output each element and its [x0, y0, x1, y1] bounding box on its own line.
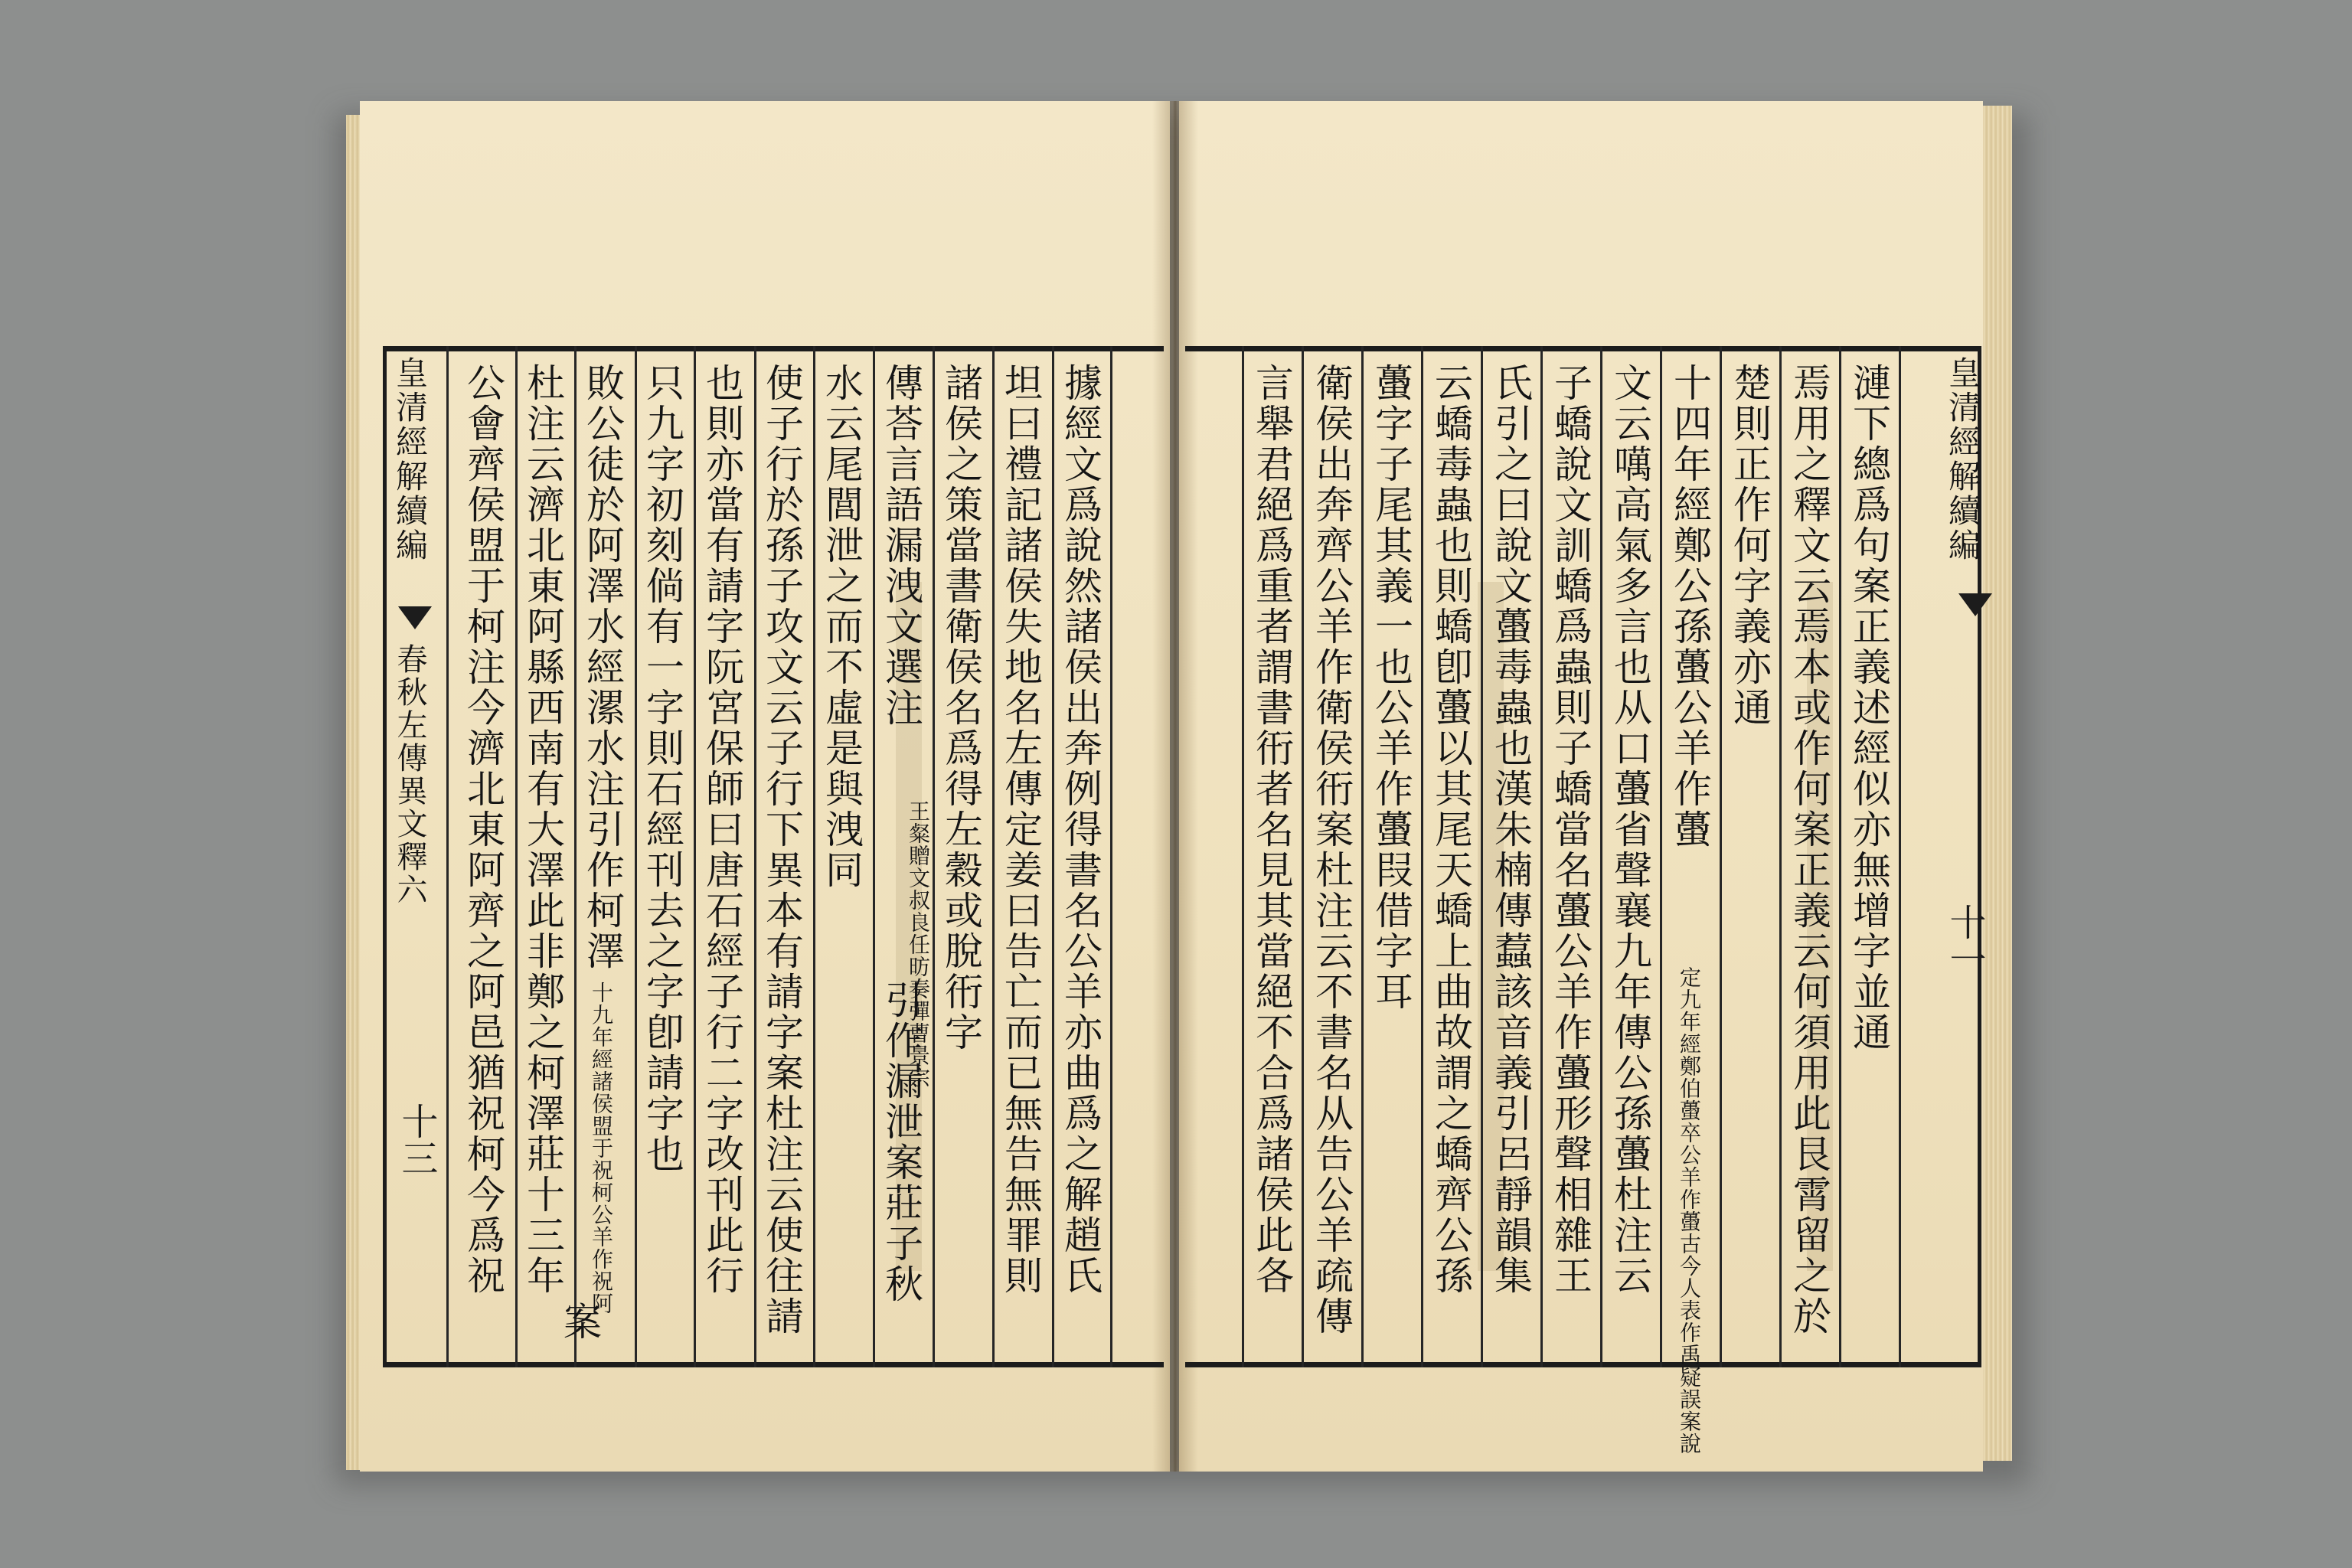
text-column: 氏引之曰說文蠆毒蟲也漢朱楠傳蠚該音義引呂靜韻集: [1488, 363, 1533, 1296]
column-rule: [1839, 346, 1841, 1367]
column-rule: [1302, 346, 1304, 1367]
column-rule: [1779, 346, 1782, 1367]
column-rule: [1361, 346, 1364, 1367]
text-column: 言舉君絕爲重者謂書衎者名見其當絕不合爲諸侯此各: [1250, 363, 1294, 1296]
text-column: 傳荅言語漏洩文選注: [879, 363, 923, 728]
text-column: 楚則正作何字義亦通: [1727, 363, 1772, 728]
column-rule: [635, 346, 637, 1367]
text-column: 引作漏泄案莊子秋: [879, 980, 923, 1305]
text-column: 云蟜毒蟲也則蟜卽蠆以其尾天蟜上曲故謂之蟜齊公孫: [1429, 363, 1473, 1296]
fish-tail-mark: [1958, 593, 1992, 616]
text-column: 使子行於孫子攻文云子行下異本有請字案杜注云使往請: [760, 363, 804, 1337]
right-page-number: 十一: [1943, 903, 1986, 977]
column-rule: [754, 346, 756, 1367]
left-page-number: 十三: [395, 1102, 438, 1176]
text-column: 據經文爲說然諸侯出奔例得書名公羊亦曲爲之解趙氏: [1058, 363, 1102, 1296]
column-rule: [515, 346, 518, 1367]
left-side-subtitle: 春秋左傳異文釋六: [392, 643, 427, 906]
column-rule: [1481, 346, 1483, 1367]
column-rule: [1899, 346, 1901, 1367]
text-column: 焉用之釋文云焉本或作何案正義云何須用此艮霄留之於: [1787, 363, 1831, 1337]
right-side-title: 皇清經解續編: [1944, 356, 1981, 563]
column-rule: [992, 346, 995, 1367]
column-rule: [1421, 346, 1423, 1367]
column-rule: [873, 346, 875, 1367]
text-column: 水云尾閭泄之而不虛是與洩同: [819, 363, 864, 890]
column-rule: [1660, 346, 1662, 1367]
text-column: 敗公徒於阿澤水經漯水注引作柯澤: [580, 363, 625, 972]
column-rule: [1540, 346, 1543, 1367]
annotation-column: 十九年經諸侯盟于祝柯公羊作祝阿: [589, 982, 614, 1315]
column-rule: [813, 346, 815, 1367]
text-column: 文云噧高氣多言也从口蠆省聲襄九年傳公孫蠆杜注云: [1608, 363, 1652, 1296]
text-column: 公會齊侯盟于柯注今濟北東阿齊之阿邑猶祝柯今爲祝: [461, 363, 505, 1296]
column-rule: [446, 346, 449, 1367]
text-column: 也則亦當有請字阮宮保師曰唐石經子行二字改刊此行: [700, 363, 744, 1296]
left-side-title: 皇清經解續編: [391, 356, 429, 563]
annotation-column: 王粲贈文叔良任昉奏彈曹景宗: [906, 800, 931, 1089]
text-column: 子蟜說文訓蟜爲蟲則子蟜當名蠆公羊作蠆形聲相雜王: [1548, 363, 1592, 1296]
text-column: 十四年經鄭公孫蠆公羊作蠆: [1668, 363, 1712, 850]
annotation-column: 定九年經鄭伯蠆卒公羊作蠆古今人表作禹疑誤案說: [1677, 966, 1702, 1455]
column-rule: [694, 346, 696, 1367]
text-column: 蠆字子尾其義一也公羊作蠆叚借字耳: [1369, 363, 1413, 1012]
text-column: 坦曰禮記諸侯失地名左傳定姜曰告亡而已無告無罪則: [998, 363, 1043, 1296]
column-rule: [1720, 346, 1722, 1367]
column-rule: [1110, 346, 1112, 1367]
text-column: 漣下總爲句案正義述經似亦無增字並通: [1847, 363, 1891, 1053]
text-column: 衛侯出奔齊公羊作衛侯衎案杜注云不書名从告公羊疏傳: [1309, 363, 1354, 1337]
column-rule: [933, 346, 935, 1367]
column-rule: [1600, 346, 1602, 1367]
fish-tail-mark: [398, 606, 432, 629]
column-rule: [1242, 346, 1244, 1367]
text-column: 案: [557, 1302, 602, 1342]
text-column: 諸侯之策當書衛侯名爲得左穀或脫衎字: [939, 363, 983, 1053]
text-column: 杜注云濟北東阿縣西南有大澤此非鄭之柯澤莊十三年: [521, 363, 565, 1296]
column-rule: [574, 346, 577, 1367]
column-rule: [1052, 346, 1054, 1367]
text-column: 只九字初刻倘有一字則石經刊去之字卽請字也: [640, 363, 684, 1174]
